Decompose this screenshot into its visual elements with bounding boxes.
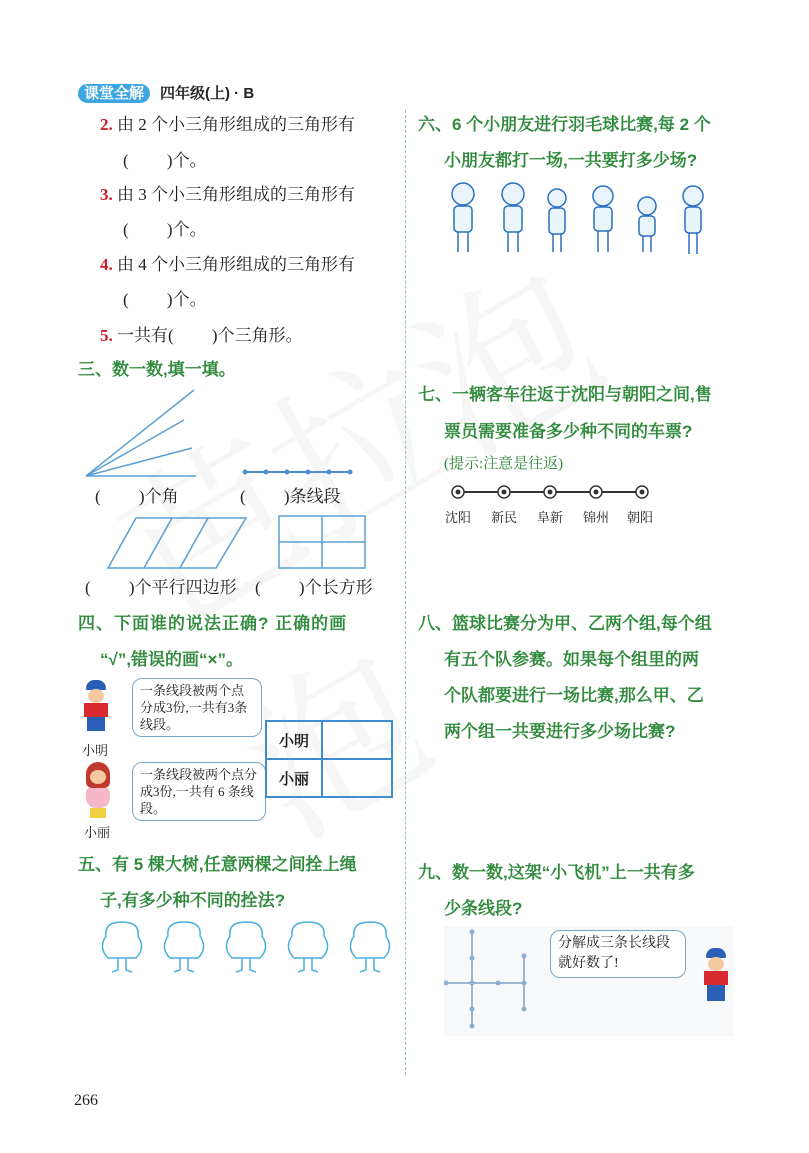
q-number: 3. bbox=[100, 185, 113, 204]
answer-blank[interactable]: ( )个。 bbox=[123, 151, 207, 170]
answer-blank[interactable]: ( )个。 bbox=[123, 290, 207, 309]
section-4-title: 四、下面谁的说法正确? 正确的画 bbox=[78, 614, 348, 633]
parallelograms-answer[interactable]: ( )个平行四边形 bbox=[85, 578, 237, 597]
section-5-title: 五、有 5 棵大树,任意两棵之间拴上绳 bbox=[78, 855, 357, 874]
q-number: 5. bbox=[100, 326, 113, 345]
tree-icon bbox=[350, 922, 389, 972]
section-8-line-4: 两个组一共要进行多少场比赛? bbox=[444, 722, 676, 741]
section-8-line-1: 八、篮球比赛分为甲、乙两个组,每个组 bbox=[418, 614, 712, 633]
section-8-line-2: 有五个队参赛。如果每个组里的两 bbox=[444, 650, 699, 669]
segment-figure bbox=[242, 466, 354, 478]
xiaoming-name: 小明 bbox=[82, 743, 109, 758]
page-number: 266 bbox=[74, 1092, 98, 1109]
section-8-line-3: 个队都要进行一场比赛,那么甲、乙 bbox=[444, 686, 704, 705]
rectangles-figure bbox=[277, 514, 367, 570]
tree-icon bbox=[226, 922, 265, 972]
xiaoming-illustration bbox=[78, 680, 114, 738]
xiaoming-speech-bubble: 一条线段被两个点分成3份,一共有3条线段。 bbox=[132, 678, 262, 737]
section-6-title: 六、6 个小朋友进行羽毛球比赛,每 2 个 bbox=[418, 115, 711, 134]
hint-speech-bubble: 分解成三条长线段就好数了! bbox=[550, 930, 686, 978]
q-number: 2. bbox=[100, 115, 113, 134]
parallelograms-figure bbox=[106, 516, 248, 570]
station-label: 朝阳 bbox=[627, 510, 654, 525]
rectangles-answer[interactable]: ( )个长方形 bbox=[255, 578, 373, 597]
section-9-title-2: 少条线段? bbox=[444, 899, 523, 918]
tree-icon bbox=[102, 922, 141, 972]
station-label: 新民 bbox=[491, 510, 518, 525]
route-line bbox=[448, 483, 652, 501]
question-2 bbox=[100, 110, 355, 135]
q-text: 由 3 个小三角形组成的三角形有 bbox=[117, 185, 355, 204]
xiaoli-illustration bbox=[80, 762, 116, 820]
answer-cell[interactable] bbox=[322, 721, 392, 759]
children-illustration bbox=[445, 178, 735, 258]
xiaoli-speech-bubble: 一条线段被两个点分成3份,一共有 6 条线段。 bbox=[132, 762, 266, 821]
section-6-title-2: 小朋友都打一场,一共要打多少场? bbox=[444, 151, 698, 170]
table-row bbox=[266, 721, 392, 759]
segments-answer[interactable]: ( )条线段 bbox=[240, 487, 341, 506]
section-9-title: 九、数一数,这架“小飞机”上一共有多 bbox=[418, 863, 695, 882]
column-divider bbox=[405, 110, 406, 1075]
answer-table bbox=[265, 720, 393, 798]
q-number: 4. bbox=[100, 255, 113, 274]
tree-icon bbox=[164, 922, 203, 972]
xiaoli-name: 小丽 bbox=[84, 825, 111, 840]
section-4-title-2: “√”,错误的画“×”。 bbox=[100, 650, 243, 669]
plane-segments-figure bbox=[444, 926, 544, 1036]
row-label: 小丽 bbox=[266, 759, 322, 797]
question-3 bbox=[100, 180, 355, 205]
hint-text: (提示:注意是往返) bbox=[444, 456, 564, 472]
page-header bbox=[78, 82, 254, 103]
angles-figure bbox=[84, 388, 204, 480]
tree-icon bbox=[288, 922, 327, 972]
q-text: 由 4 个小三角形组成的三角形有 bbox=[117, 255, 355, 274]
row-label: 小明 bbox=[266, 721, 322, 759]
station-label: 沈阳 bbox=[445, 510, 472, 525]
q-text: 由 2 个小三角形组成的三角形有 bbox=[117, 115, 355, 134]
station-label: 阜新 bbox=[537, 510, 564, 525]
section-7-title-2: 票员需要准备多少种不同的车票? bbox=[444, 422, 693, 441]
section-5-title-2: 子,有多少种不同的拴法? bbox=[100, 891, 286, 910]
angles-answer[interactable]: ( )个角 bbox=[95, 487, 179, 506]
series-badge: 课堂全解 bbox=[78, 84, 150, 103]
grade-label: 四年级(上) · B bbox=[160, 85, 255, 102]
section-3-title: 三、数一数,填一填。 bbox=[78, 360, 236, 379]
trees-figure bbox=[100, 918, 395, 974]
section-7-title: 七、一辆客车往返于沈阳与朝阳之间,售 bbox=[418, 385, 712, 404]
q-text: 一共有( )个三角形。 bbox=[117, 326, 303, 345]
station-label: 锦州 bbox=[583, 510, 610, 525]
table-row bbox=[266, 759, 392, 797]
question-5 bbox=[100, 321, 303, 346]
answer-cell[interactable] bbox=[322, 759, 392, 797]
question-4 bbox=[100, 250, 355, 275]
answer-blank[interactable]: ( )个。 bbox=[123, 220, 207, 239]
boy-illustration bbox=[698, 948, 734, 1008]
